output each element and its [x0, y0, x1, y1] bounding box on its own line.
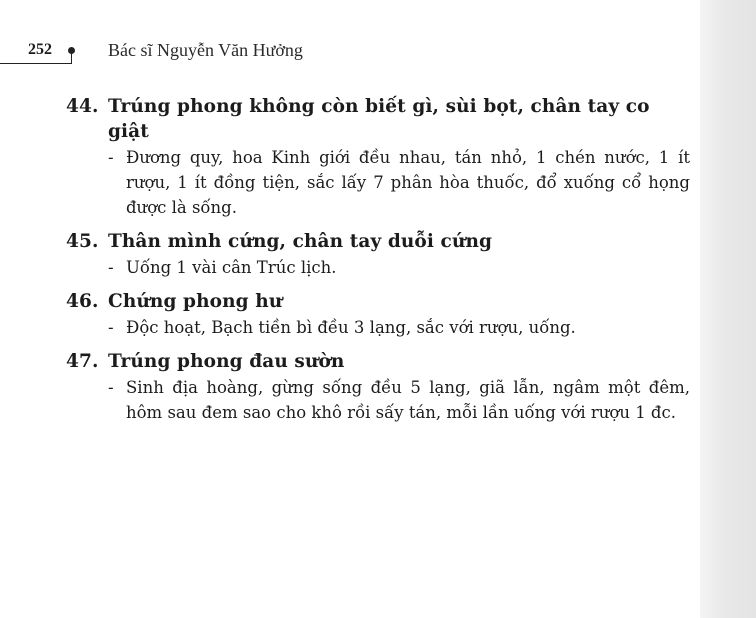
remedy-item [66, 94, 690, 220]
remedy-item [66, 229, 690, 280]
item-number: 44. [66, 96, 99, 117]
item-body [108, 145, 690, 220]
list-dash: - [108, 148, 114, 167]
remedy-item [66, 349, 690, 425]
item-text: Sinh địa hoàng, gừng sống đều 5 lạng, giã lẫn, ngâm một đêm, hôm sau đem sao cho khô rồi sấy tán, mỗi lần uống với rượu 1 đc. [126, 378, 690, 422]
list-dash: - [108, 318, 114, 337]
item-title: Chứng phong hư [108, 291, 283, 312]
page-edge-shadow [700, 0, 756, 618]
item-title: Trúng phong không còn biết gì, sùi bọt, chân tay co giật [108, 96, 650, 142]
item-body [108, 255, 690, 280]
item-heading [66, 289, 690, 314]
header-rule [0, 63, 72, 64]
item-number: 45. [66, 231, 99, 252]
header-ornament-dot [68, 47, 75, 54]
page-header [0, 40, 320, 68]
item-text: Độc hoạt, Bạch tiền bì đều 3 lạng, sắc với rượu, uống. [126, 318, 576, 337]
item-heading [66, 229, 690, 254]
item-title: Trúng phong đau sườn [108, 351, 345, 372]
item-body [108, 375, 690, 425]
item-title: Thân mình cứng, chân tay duỗi cứng [108, 231, 493, 252]
list-dash: - [108, 378, 114, 397]
item-heading [66, 349, 690, 374]
item-text: Uống 1 vài cân Trúc lịch. [126, 258, 337, 277]
item-number: 47. [66, 351, 99, 372]
page-content [66, 94, 690, 425]
running-head: Bác sĩ Nguyễn Văn Hưởng [108, 40, 303, 60]
item-body [108, 315, 690, 340]
remedy-item [66, 289, 690, 340]
item-text: Đương quy, hoa Kinh giới đều nhau, tán nhỏ, 1 chén nước, 1 ít rượu, 1 ít đồng tiện, sắc lấy 7 phân hòa thuốc, đổ xuống cổ họng được là sống. [126, 148, 690, 217]
item-number: 46. [66, 291, 99, 312]
page-number: 252 [28, 41, 52, 58]
item-heading [66, 94, 690, 144]
list-dash: - [108, 258, 114, 277]
